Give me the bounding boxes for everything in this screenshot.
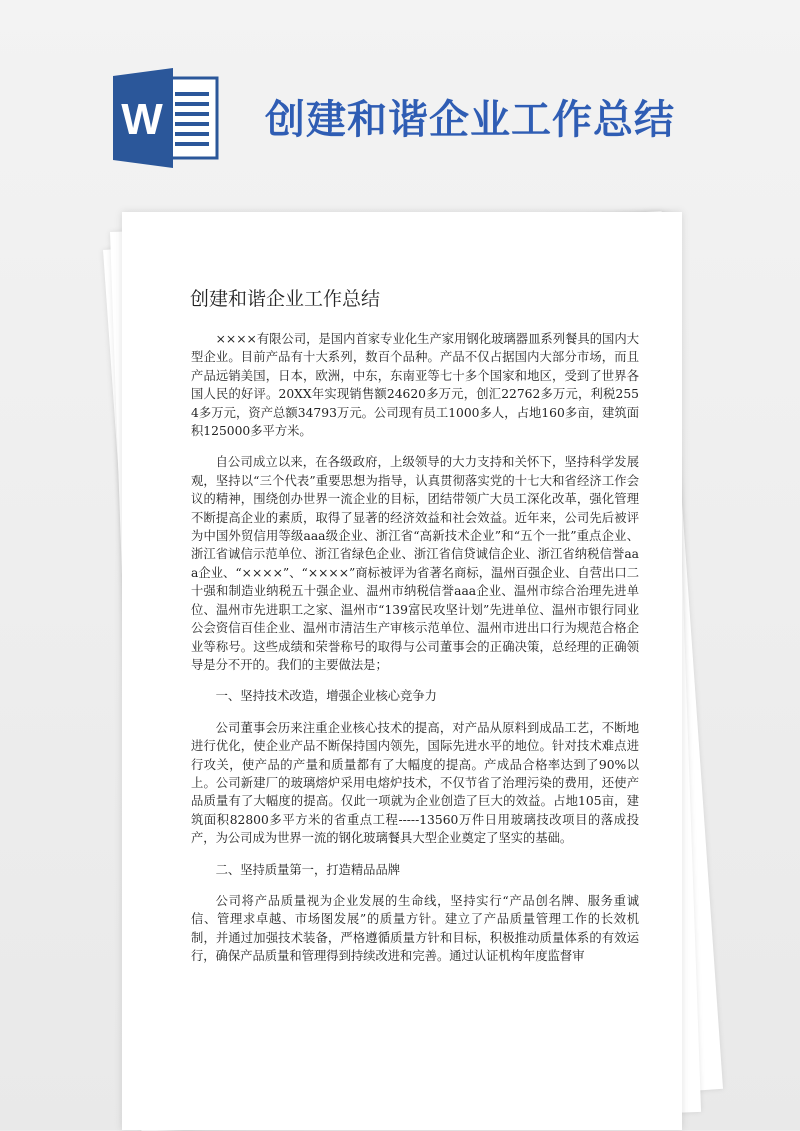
document-title: 创建和谐企业工作总结 [190, 288, 381, 310]
document-page [122, 212, 682, 1130]
paragraph-tech: 公司董事会历来注重企业核心技术的提高，对产品从原料到成品工艺，不断地进行优化，使企业产品不断保持国内领先，国际先进水平的地位。针对技术难点进行攻关，使产品的产量和质量都有了大幅度的提高。产成品合格率达到了90%以上。公司新建厂的玻璃熔炉采用电熔炉技术，不仅节省了治理污染的费用，还使产品质量有了大幅度的提高。仅此一项就为企业创造了巨大的效益。占地105亩，建筑面积82800多平方米的省重点工程-----13560万件日用玻璃技改项目的落成投产，为公司成为世界一流的钢化玻璃餐具大型企业奠定了坚实的基础。 [191, 720, 639, 846]
svg-text:W: W [121, 95, 163, 144]
document-body [191, 330, 639, 979]
section-heading-1: 一、坚持技术改造，增强企业核心竞争力 [215, 689, 437, 704]
word-document-icon [111, 68, 221, 168]
paragraph-achievements: 自公司成立以来，在各级政府，上级领导的大力支持和关怀下，坚持科学发展观，坚持以“三个代表”重要思想为指导，认真贯彻落实党的十七大和省经济工作会议的精神，围绕创办世界一流企业的目标，团结带领广大员工深化改革，强化管理不断提高企业的素质，取得了显著的经济效益和社会效益。近年来，公司先后被评为中国外贸信用等级aaa级企业、浙江省“高新技术企业”和“五个一批”重点企业、浙江省诚信示范单位、浙江省绿色企业、浙江省信贷诚信企业、浙江省纳税信誉aaa企业、“××××”、“××××”商标被评为省著名商标，温州百强企业、自营出口二十强和制造业纳税五十强企业、温州市纳税信誉aaa企业、温州市综合治理先进单位、温州市先进职工之家、温州市“139富民攻坚计划”先进单位、温州市银行同业公会资信百佳企业、温州市清洁生产审核示范单位、温州市进出口行为规范合格企业等称号。这些成绩和荣誉称号的取得与公司董事会的正确决策，总经理的正确领导是分不开的。我们的主要做法是； [191, 455, 639, 672]
banner-title: 创建和谐企业工作总结 [265, 97, 675, 143]
banner [0, 0, 800, 210]
paragraph-intro: ××××有限公司，是国内首家专业化生产家用钢化玻璃器皿系列餐具的国内大型企业。目前产品有十大系列，数百个品种。产品不仅占据国内大部分市场，而且产品远销美国，日本，欧洲，中东，东南亚等七十多个国家和地区，受到了世界各国人民的好评。20XX年实现销售额24620多万元，创汇22762多万元，利税2554多万元，资产总额34793万元。公司现有员工1000多人，占地160多亩，建筑面积125000多平方米。 [191, 332, 639, 439]
section-heading-2: 二、坚持质量第一，打造精品品牌 [215, 862, 401, 877]
paragraph-quality: 公司将产品质量视为企业发展的生命线，坚持实行“产品创名牌、服务重诚信、管理求卓越、市场图发展”的质量方针。建立了产品质量管理工作的长效机制，并通过加强技术装备，严格遵循质量方针和目标，积极推动质量体系的有效运行，确保产品质量和管理得到持续改进和完善。通过认证机构年度监督审 [191, 893, 639, 964]
